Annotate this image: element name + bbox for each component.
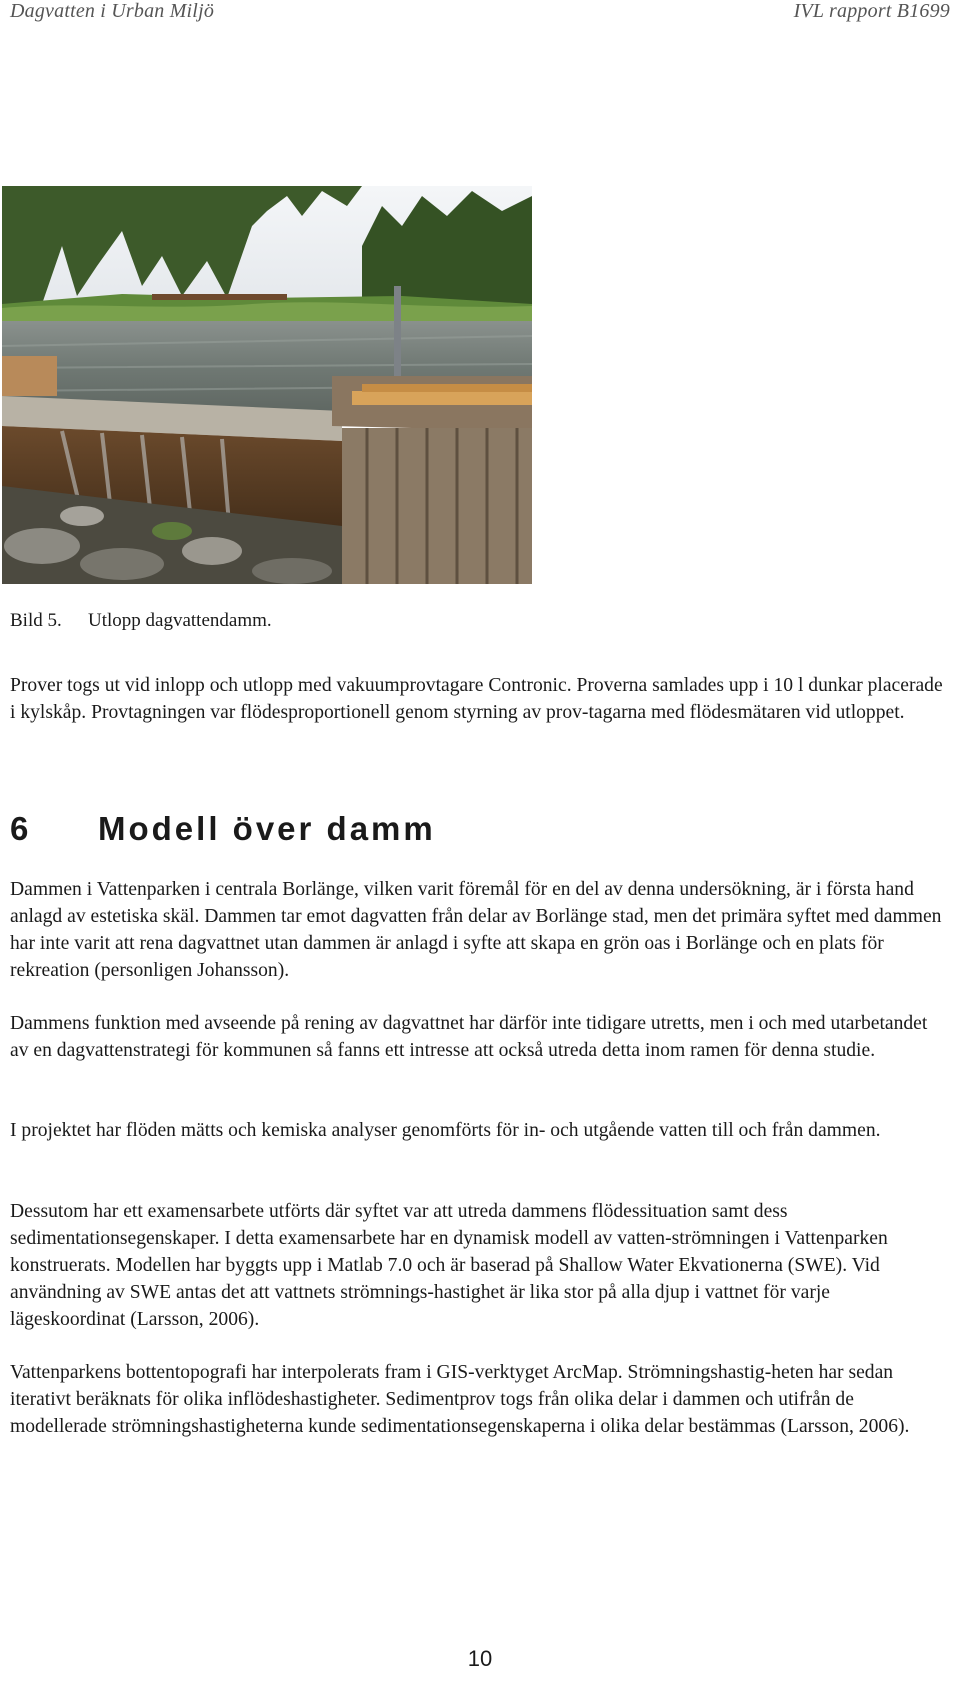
figure-number: Bild 5. [10,610,62,631]
running-header-report-id: IVL rapport B1699 [793,0,950,22]
paragraph-4: Dessutom har ett examensarbete utförts där syftet var att utreda dammens flödessituation samt dess sedimentationsegenskaper. I detta examensarbete har en dynamisk modell av vatten-strömningen i Vattenparken konstruerats. Modellen har byggts upp i Matlab 7.0 och är baserad på Shallow Water Ekvationerna (SWE). Vid användning av SWE antas det att vattnets strömnings-hastighet är lika stor på alla djup i vattnet för varje lägeskoordinat (Larsson, 2006). [10,1201,888,1330]
intro-paragraph: Prover togs ut vid inlopp och utlopp med vakuumprovtagare Contronic. Proverna samlades upp i 10 l dunkar placerade i kylskåp. Provtagningen var flödesproportionell genom styrning av prov-tagarna med flödesmätaren vid utloppet. [10,675,943,723]
figure-caption [10,610,272,632]
running-header-title: Dagvatten i Urban Miljö [10,0,215,22]
section-title: Modell över damm [98,810,436,847]
paragraph-5: Vattenparkens bottentopografi har interpolerats fram i GIS-verktyget ArcMap. Strömningshastig-heten har sedan iterativt beräknats för olika inflödeshastigheter. Sedimentprov togs från olika delar i dammen och utifrån de modellerade strömningshastigheterna kunde sedimentationsegenskaperna i olika delar bestämmas (Larsson, 2006). [10,1362,910,1437]
section-heading [10,810,436,848]
paragraph-2: Dammens funktion med avseende på rening av dagvattnet har därför inte tidigare utretts, men i och med utarbetandet av en dagvattenstrategi för kommunen så fanns ett intresse att också utreda detta inom ramen för denna studie. [10,1013,928,1061]
figure-caption-text: Utlopp dagvattendamm. [88,610,272,631]
section-number: 6 [10,810,32,847]
page-number: 10 [467,1646,493,1671]
pond-outlet-photo [2,186,532,584]
paragraph-3: I projektet har flöden mätts och kemiska analyser genomförts för in- och utgående vatten till och från dammen. [10,1120,881,1141]
paragraph-1: Dammen i Vattenparken i centrala Borlänge, vilken varit föremål för en del av denna undersökning, är i första hand anlagd av estetiska skäl. Dammen tar emot dagvatten från delar av Borlänge stad, men det primära syftet med dammen har inte varit att rena dagvattnet utan dammen är anlagd i syfte att skapa en grön oas i Borlänge och en plats för rekreation (personligen Johansson). [10,879,942,981]
